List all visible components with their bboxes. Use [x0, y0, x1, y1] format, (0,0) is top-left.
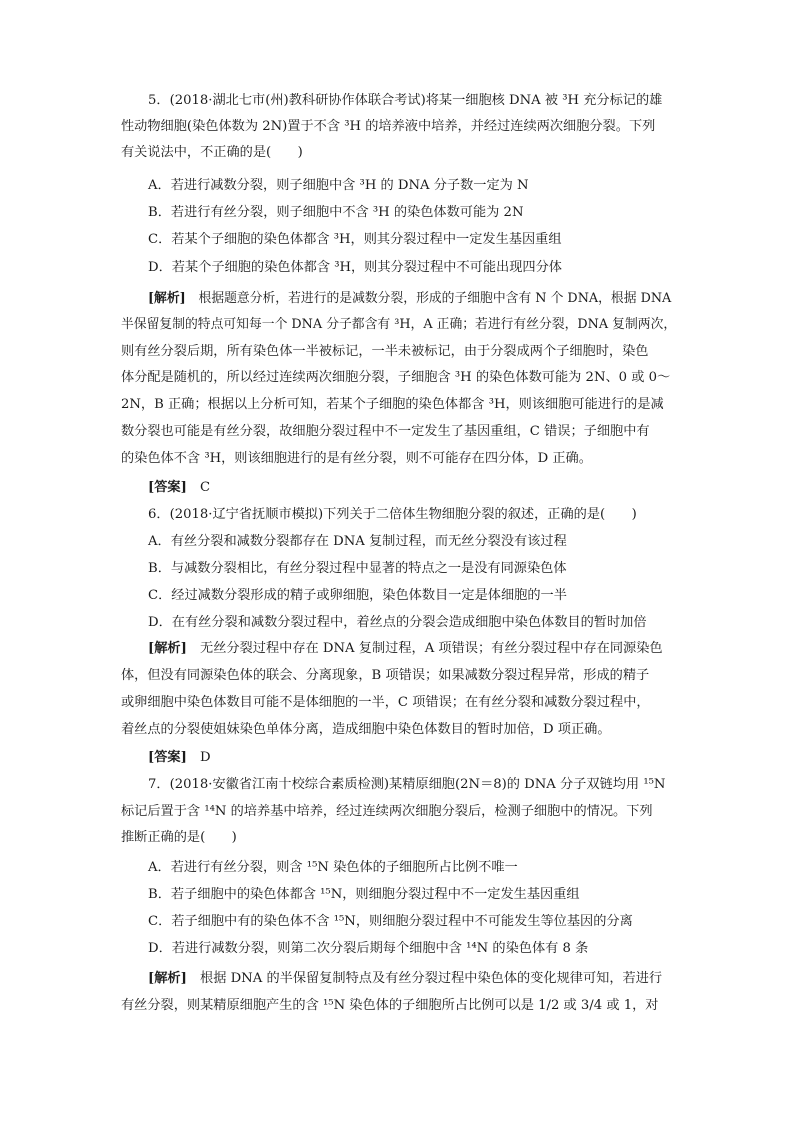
answer-value: C — [186, 480, 211, 495]
q6-analysis-line: 着丝点的分裂使姐妹染色单体分离，造成细胞中染色体数目的暂时加倍，D 项正确。 — [121, 722, 611, 737]
q6-option-a: A．有丝分裂和减数分裂都存在 DNA 复制过程，而无丝分裂没有该过程 — [148, 534, 567, 549]
q7-option-b: B．若子细胞中的染色体都含 ¹⁵N，则细胞分裂过程中不一定发生基因重组 — [148, 887, 580, 902]
q5-option-d: D．若某个子细胞的染色体都含 ³H，则其分裂过程中不可能出现四分体 — [148, 260, 562, 275]
q5-stem-line: 有关说法中，不正确的是( ) — [121, 145, 303, 160]
q7-stem-line: 推断正确的是( ) — [121, 830, 237, 845]
q5-option-c: C．若某个子细胞的染色体都含 ³H，则其分裂过程中一定发生基因重组 — [148, 232, 562, 247]
q7-stem-line: 7．(2018·安徽省江南十校综合素质检测)某精原细胞(2N＝8)的 DNA 分子双链均用 ¹⁵N — [148, 777, 666, 792]
q6-analysis-line: 体，但没有同源染色体的联会、分离现象，B 项错误；如果减数分裂过程异常，形成的精子 — [121, 668, 650, 683]
q6-analysis-line — [148, 640, 663, 658]
q6-analysis-line: 或卵细胞中染色体数目可能不是体细胞的一半，C 项错误；在有丝分裂和减数分裂过程中， — [121, 695, 650, 710]
q5-analysis-line: 则有丝分裂后期，所有染色体一半被标记，一半未被标记，由于分裂成两个子细胞时，染色 — [121, 344, 649, 359]
q7-option-a: A．若进行有丝分裂，则含 ¹⁵N 染色体的子细胞所占比例不唯一 — [148, 860, 518, 875]
q7-option-c: C．若子细胞中有的染色体不含 ¹⁵N，则细胞分裂过程中不可能发生等位基因的分离 — [148, 914, 633, 929]
answer-tag: [答案] — [148, 480, 187, 495]
q6-option-c: C．经过减数分裂形成的精子或卵细胞，染色体数目一定是体细胞的一半 — [148, 588, 567, 603]
q6-option-d: D．在有丝分裂和减数分裂过程中，着丝点的分裂会造成细胞中染色体数目的暂时加倍 — [148, 615, 647, 630]
answer-tag: [答案] — [148, 750, 187, 765]
q5-stem-line: 性动物细胞(染色体数为 2N)置于不含 ³H 的培养液中培养，并经过连续两次细胞分裂。下列 — [121, 119, 656, 134]
q7-analysis-line — [148, 970, 662, 988]
q6-answer-line — [148, 749, 211, 767]
q7-stem-line: 标记后置于含 ¹⁴N 的培养基中培养，经过连续两次细胞分裂后，检测子细胞中的情况。下列 — [121, 804, 653, 819]
q7-analysis-line: 有丝分裂，则某精原细胞产生的含 ¹⁵N 染色体的子细胞所占比例可以是 1/2 或 3/4 或 1，对 — [121, 998, 659, 1013]
q6-option-b: B．与减数分裂相比，有丝分裂过程中显著的特点之一是没有同源染色体 — [148, 561, 567, 576]
analysis-text: 根据题意分析，若进行的是减数分裂，形成的子细胞中含有 N 个 DNA，根据 DNA — [185, 291, 672, 306]
q5-analysis-line: 体分配是随机的，所以经过连续两次细胞分裂，子细胞含 ³H 的染色体数可能为 2N、0 或 0～ — [121, 370, 671, 385]
q5-analysis-line — [148, 290, 671, 308]
q5-analysis-line: 2N，B 正确；根据以上分析可知，若某个子细胞的染色体都含 ³H，则该细胞可能进行的是减 — [121, 397, 664, 412]
q5-analysis-line: 数分裂也可能是有丝分裂，故细胞分裂过程中不一定发生了基因重组，C 错误；子细胞中有 — [121, 424, 650, 439]
q6-stem-line: 6．(2018·辽宁省抚顺市模拟)下列关于二倍体生物细胞分裂的叙述，正确的是( ) — [148, 507, 637, 522]
analysis-text: 无丝分裂过程中存在 DNA 复制过程，A 项错误；有丝分裂过程中存在同源染色 — [186, 641, 663, 656]
analysis-tag: [解析] — [148, 291, 186, 306]
q5-analysis-line: 半保留复制的特点可知每一个 DNA 分子都含有 ³H，A 正确；若进行有丝分裂，DNA 复制两次， — [121, 317, 677, 332]
answer-value: D — [186, 750, 211, 765]
q5-option-b: B．若进行有丝分裂，则子细胞中不含 ³H 的染色体数可能为 2N — [148, 205, 524, 220]
analysis-tag: [解析] — [148, 971, 187, 986]
q5-answer-line — [148, 479, 210, 497]
q5-analysis-line: 的染色体不含 ³H，则该细胞进行的是有丝分裂，则不可能存在四分体，D 正确。 — [121, 451, 592, 466]
q5-option-a: A．若进行减数分裂，则子细胞中含 ³H 的 DNA 分子数一定为 N — [148, 178, 529, 193]
analysis-text: 根据 DNA 的半保留复制特点及有丝分裂过程中染色体的变化规律可知，若进行 — [186, 971, 663, 986]
analysis-tag: [解析] — [148, 641, 187, 656]
q5-stem-line: 5．(2018·湖北七市(州)教科研协作体联合考试)将某一细胞核 DNA 被 ³H 充分标记的雄 — [148, 93, 663, 108]
q7-option-d: D．若进行减数分裂，则第二次分裂后期每个细胞中含 ¹⁴N 的染色体有 8 条 — [148, 941, 589, 956]
